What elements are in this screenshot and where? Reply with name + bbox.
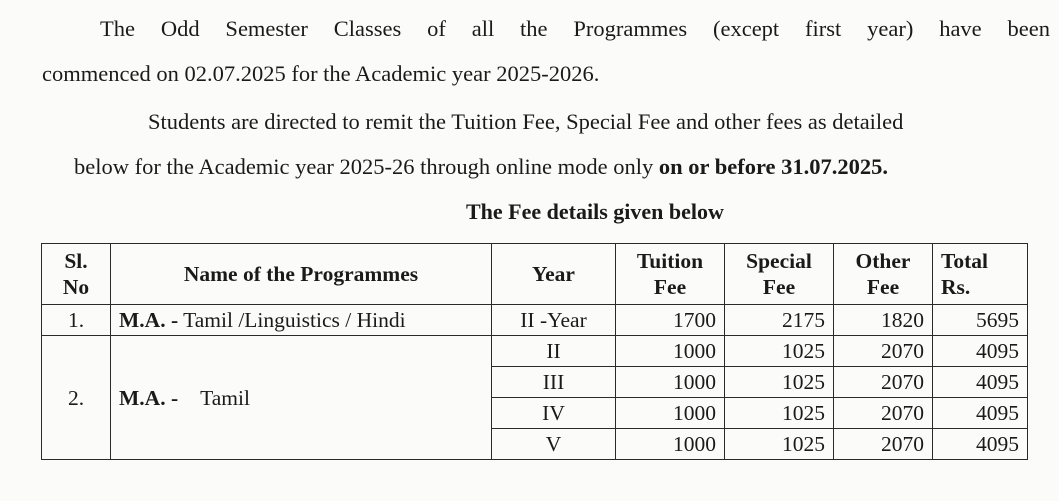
cell-programme <box>111 305 492 336</box>
fee-table-header-row <box>42 244 1028 305</box>
cell-year: III <box>492 367 616 398</box>
notice-paragraph-1-line-2: commenced on 02.07.2025 for the Academic year 2025-2026. <box>42 61 600 86</box>
cell-tuition-fee: 1000 <box>616 336 725 367</box>
cell-special-fee: 2175 <box>725 305 834 336</box>
programme-degree: M.A. - <box>119 308 179 332</box>
notice-paragraph-2-line-2 <box>74 152 888 182</box>
fee-details-heading: The Fee details given below <box>466 199 724 224</box>
notice-paragraph-1-line-1: The Odd Semester Classes of all the Programmes (except first year) have been <box>100 16 1050 41</box>
cell-programme <box>111 336 492 460</box>
fee-table <box>41 243 1028 460</box>
programme-subjects: Tamil <box>200 385 250 410</box>
header-total: Total Rs. <box>933 244 1028 305</box>
programme-subjects: Tamil /Linguistics / Hindi <box>183 308 406 332</box>
fee-deadline: on or before 31.07.2025. <box>658 154 889 179</box>
cell-tuition-fee: 1700 <box>616 305 725 336</box>
cell-special-fee: 1025 <box>725 398 834 429</box>
cell-special-fee: 1025 <box>725 336 834 367</box>
cell-other-fee: 2070 <box>834 429 933 460</box>
cell-year: V <box>492 429 616 460</box>
cell-special-fee: 1025 <box>725 429 834 460</box>
cell-tuition-fee: 1000 <box>616 429 725 460</box>
cell-year: IV <box>492 398 616 429</box>
cell-other-fee: 2070 <box>834 336 933 367</box>
notice-paragraph-2-text: below for the Academic year 2025-26 through online mode only <box>74 154 659 179</box>
programme-degree: M.A. - <box>119 385 179 410</box>
cell-total: 4095 <box>933 336 1028 367</box>
cell-sl-no: 1. <box>42 305 111 336</box>
header-programme: Name of the Programmes <box>111 244 492 305</box>
header-sl-no: Sl. No <box>42 244 111 305</box>
cell-other-fee: 2070 <box>834 398 933 429</box>
table-row <box>42 305 1028 336</box>
cell-other-fee: 2070 <box>834 367 933 398</box>
cell-total: 4095 <box>933 367 1028 398</box>
cell-year: II -Year <box>492 305 616 336</box>
cell-other-fee: 1820 <box>834 305 933 336</box>
header-tuition-fee: Tuition Fee <box>616 244 725 305</box>
cell-total: 4095 <box>933 429 1028 460</box>
cell-special-fee: 1025 <box>725 367 834 398</box>
header-year: Year <box>492 244 616 305</box>
table-row <box>42 336 1028 367</box>
header-other-fee: Other Fee <box>834 244 933 305</box>
header-special-fee: Special Fee <box>725 244 834 305</box>
cell-tuition-fee: 1000 <box>616 367 725 398</box>
cell-sl-no: 2. <box>42 336 111 460</box>
notice-paragraph-2-line-1: Students are directed to remit the Tuition Fee, Special Fee and other fees as detailed <box>148 109 904 134</box>
cell-total: 4095 <box>933 398 1028 429</box>
cell-total: 5695 <box>933 305 1028 336</box>
cell-year: II <box>492 336 616 367</box>
cell-tuition-fee: 1000 <box>616 398 725 429</box>
